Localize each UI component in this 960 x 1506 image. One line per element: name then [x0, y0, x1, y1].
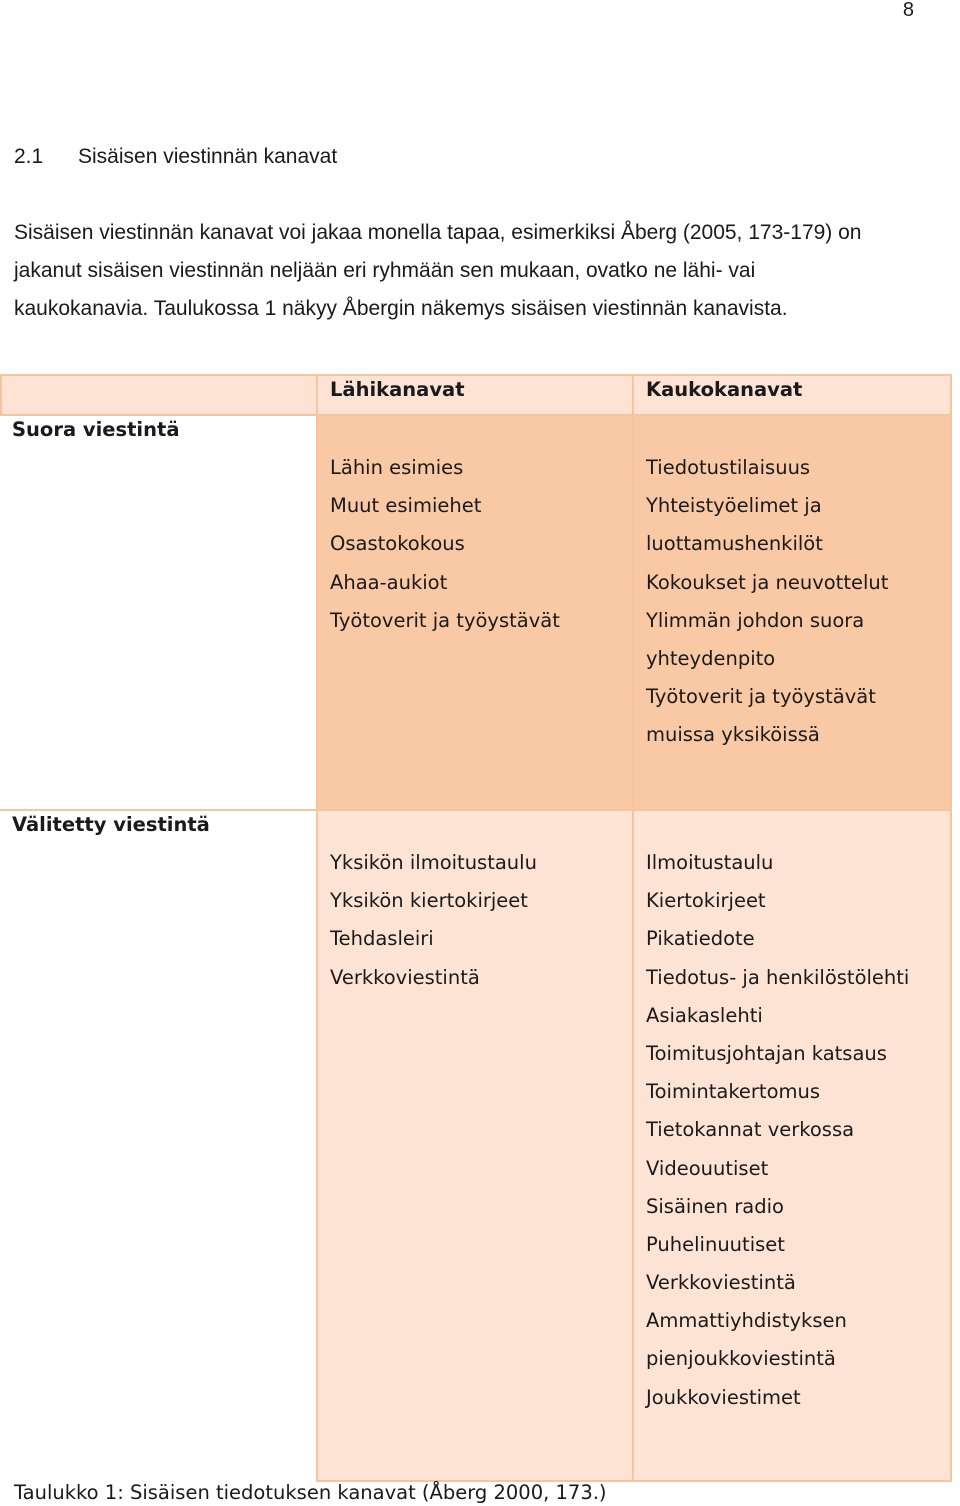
list-item: Toimintakertomus	[646, 1080, 821, 1104]
intro-paragraph	[14, 214, 944, 328]
list-item: muissa yksiköissä	[646, 723, 820, 747]
valitetty-kauko-list	[646, 844, 944, 1417]
list-item: Tehdasleiri	[330, 927, 434, 951]
intro-line: jakanut sisäisen viestinnän neljään eri ryhmään sen mukaan, ovatko ne lähi- vai	[14, 259, 756, 282]
section-heading	[14, 144, 337, 170]
section-title: Sisäisen viestinnän kanavat	[78, 145, 338, 168]
list-item: Yhteistyöelimet ja	[646, 494, 822, 518]
row-label-cell-valitetty	[0, 809, 318, 1482]
list-item: Pikatiedote	[646, 927, 755, 951]
list-item: Toimitusjohtajan katsaus	[646, 1041, 887, 1065]
list-item: Kiertokirjeet	[646, 889, 766, 913]
list-item: luottamushenkilöt	[646, 532, 823, 556]
row-label-suora: Suora viestintä	[12, 418, 180, 441]
suora-lahi-cell	[316, 414, 634, 811]
valitetty-lahi-list	[330, 844, 626, 997]
list-item: Ahaa-aukiot	[330, 570, 448, 594]
list-item: Tietokannat verkossa	[646, 1118, 855, 1142]
suora-kauko-cell	[632, 414, 952, 811]
list-item: Ammattiyhdistyksen	[646, 1309, 847, 1333]
section-number: 2.1	[14, 145, 44, 168]
list-item: Ylimmän johdon suora	[646, 608, 865, 632]
list-item: Työtoverit ja työystävät	[646, 685, 876, 709]
list-item: Tiedotus- ja henkilöstölehti	[646, 965, 910, 989]
table-caption: Taulukko 1: Sisäisen tiedotuksen kanavat (Åberg 2000, 173.)	[14, 1481, 607, 1504]
list-item: Joukkoviestimet	[646, 1385, 801, 1409]
header-kaukokanavat: Kaukokanavat	[646, 378, 803, 401]
list-item: Videouutiset	[646, 1156, 769, 1180]
header-cell-empty	[0, 374, 318, 416]
list-item: Muut esimiehet	[330, 494, 482, 518]
header-lahikanavat: Lähikanavat	[330, 378, 465, 401]
list-item: Lähin esimies	[330, 456, 464, 479]
suora-lahi-list	[330, 449, 626, 640]
list-item: Työtoverit ja työystävät	[330, 608, 560, 632]
header-cell-lahikanavat	[316, 374, 634, 416]
row-label-cell-suora	[0, 414, 318, 811]
list-item: Yksikön kiertokirjeet	[330, 889, 528, 913]
list-item: Sisäinen radio	[646, 1194, 784, 1218]
header-cell-kaukokanavat	[632, 374, 952, 416]
list-item: Yksikön ilmoitustaulu	[330, 851, 537, 874]
list-item: Kokoukset ja neuvottelut	[646, 570, 889, 594]
page-number: 8	[902, 0, 914, 21]
intro-line: Sisäisen viestinnän kanavat voi jakaa monella tapaa, esimerkiksi Åberg (2005, 173-179) on	[14, 221, 862, 244]
valitetty-kauko-cell	[632, 809, 952, 1482]
intro-line: kaukokanavia. Taulukossa 1 näkyy Åbergin näkemys sisäisen viestinnän kanavista.	[14, 297, 788, 320]
list-item: Verkkoviestintä	[646, 1271, 796, 1295]
list-item: Osastokokous	[330, 532, 465, 556]
suora-kauko-list	[646, 449, 944, 755]
list-item: pienjoukkoviestintä	[646, 1347, 836, 1371]
list-item: yhteydenpito	[646, 646, 776, 670]
list-item: Asiakaslehti	[646, 1003, 763, 1027]
valitetty-lahi-cell	[316, 809, 634, 1482]
list-item: Puhelinuutiset	[646, 1232, 785, 1256]
row-label-valitetty: Välitetty viestintä	[12, 813, 210, 836]
list-item: Verkkoviestintä	[330, 965, 480, 989]
list-item: Tiedotustilaisuus	[646, 456, 811, 479]
list-item: Ilmoitustaulu	[646, 851, 774, 874]
channels-table	[0, 374, 952, 1482]
